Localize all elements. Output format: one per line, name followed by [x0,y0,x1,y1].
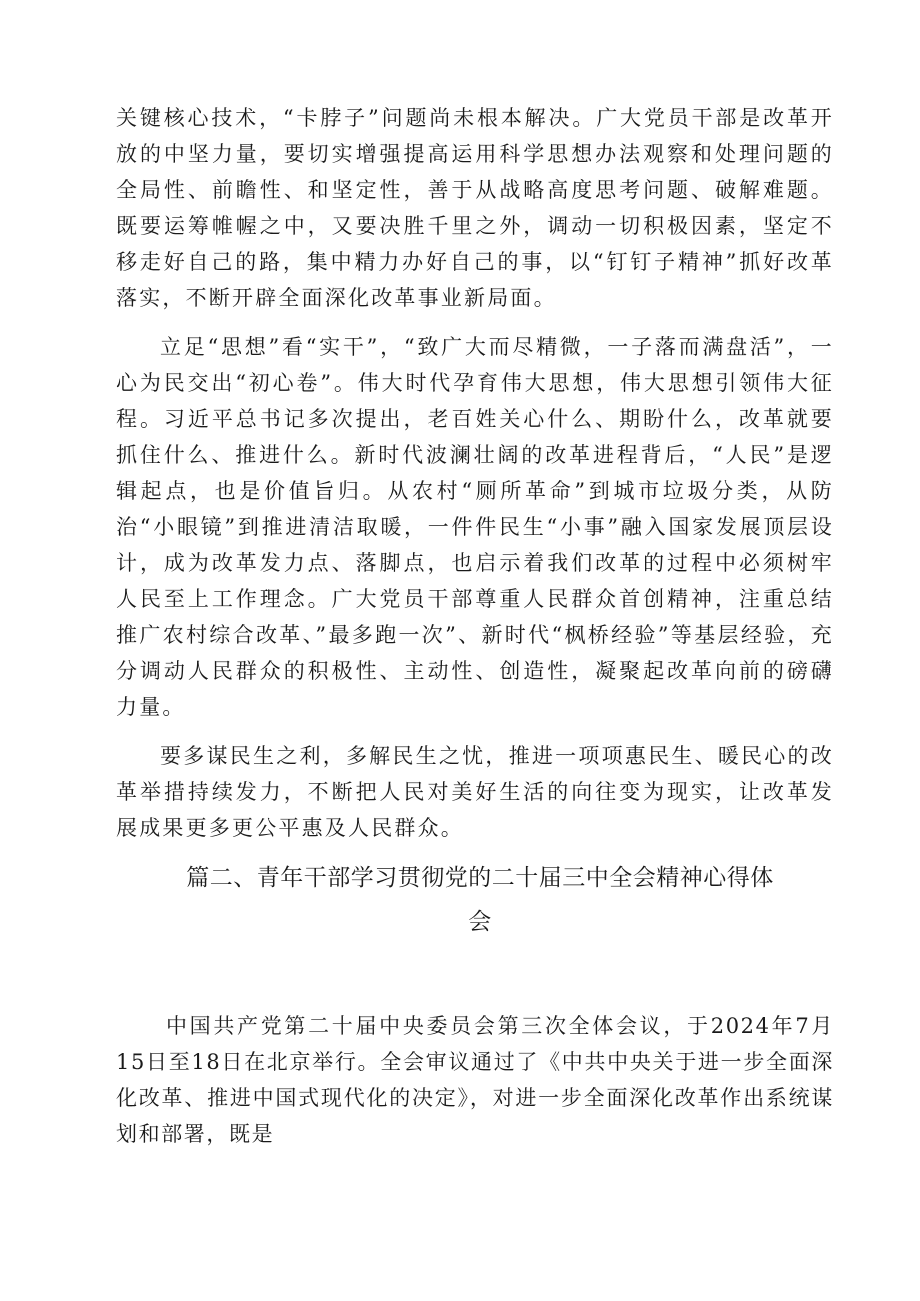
section-heading-line-2: 会 [468,909,492,935]
section-heading-line-1: 篇二、青年干部学习贯彻党的二十届三中全会精神心得体 [186,865,774,891]
paragraph-3: 要多谋民生之利，多解民生之忧，推进一项项惠民生、暖民心的改革举措持续发力，不断把人民对美好生活的向往变为现实，让改革发展成果更多更公平惠及人民群众。 [116,744,834,840]
paragraph-4: 中国共产党第二十届中央委员会第三次全体会议，于2024年7月15日至18日在北京举行。全会审议通过了《中共中央关于进一步全面深化改革、推进中国式现代化的决定》，对进一步全面深化改革作出系统谋划和部署，既是 [116,1014,834,1146]
paragraph-2: 立足“思想”看“实干”，“致广大而尽精微，一子落而满盘活”，一心为民交出“初心卷”。伟大时代孕育伟大思想，伟大思想引领伟大征程。习近平总书记多次提出，老百姓关心什么、期盼什么，改革就要抓住什么、推进什么。新时代波澜壮阔的改革进程背后，“人民”是逻辑起点，也是价值旨归。从农村“厕所革命”到城市垃圾分类，从防治“小眼镜”到推进清洁取暖，一件件民生“小事”融入国家发展顶层设计，成为改革发力点、落脚点，也启示着我们改革的过程中必须树牢人民至上工作理念。广大党员干部尊重人民群众首创精神，注重总结推广农村综合改革、”最多跑一次”、新时代“枫桥经验”等基层经验，充分调动人民群众的积极性、主动性、创造性，凝聚起改革向前的磅礴力量。 [116,335,834,719]
paragraph-1: 关键核心技术，“卡脖子”问题尚未根本解决。广大党员干部是改革开放的中坚力量，要切实增强提高运用科学思想办法观察和处理问题的全局性、前瞻性、和坚定性，善于从战略高度思考问题、破解难题。既要运筹帷幄之中，又要决胜千里之外，调动一切积极因素，坚定不移走好自己的路，集中精力办好自己的事，以“钉钉子精神”抓好改革落实，不断开辟全面深化改革事业新局面。 [116,106,834,310]
section-heading [116,856,834,944]
